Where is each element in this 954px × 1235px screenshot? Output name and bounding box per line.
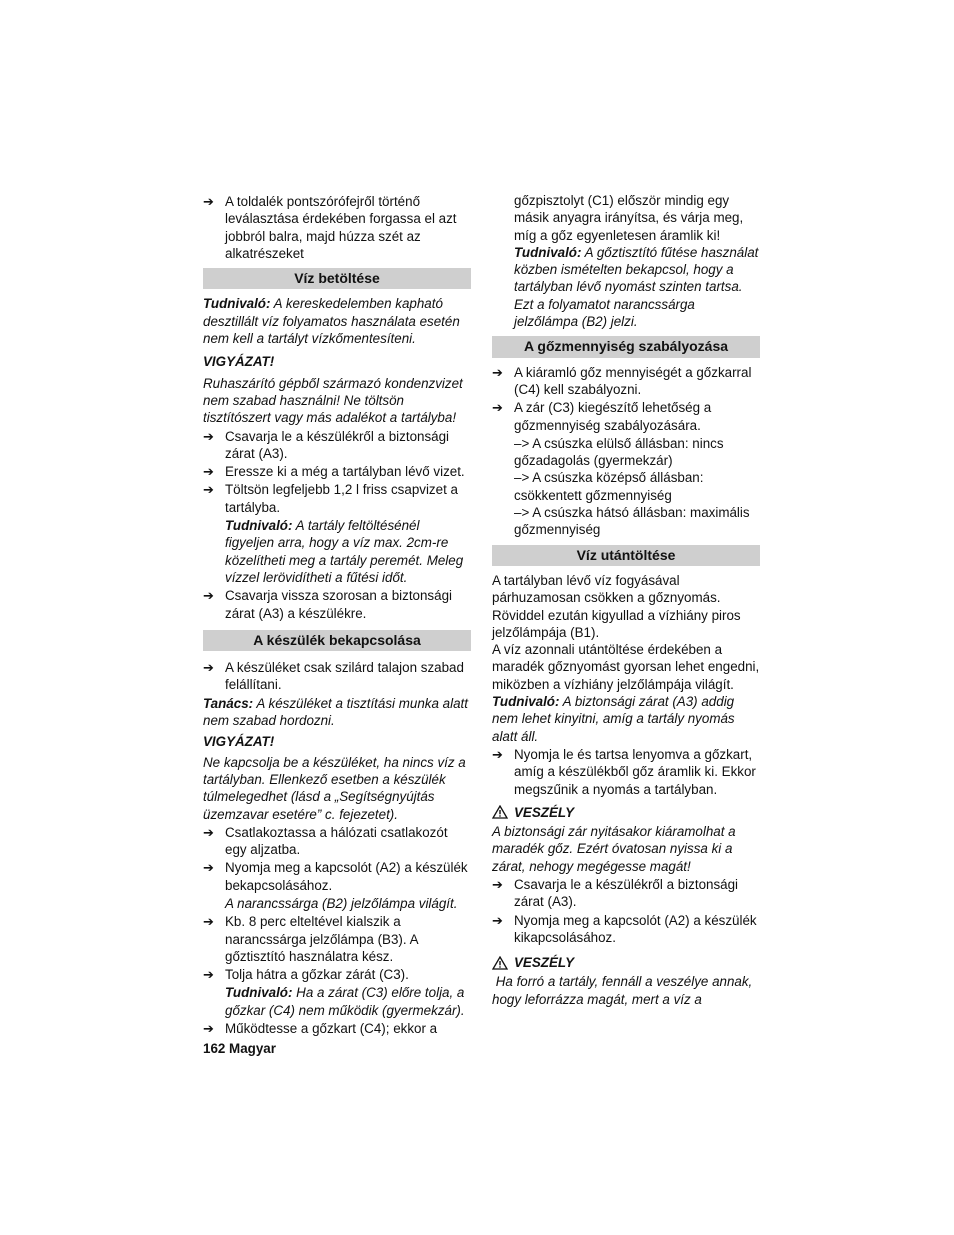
warning-label: VIGYÁZAT! bbox=[203, 734, 275, 750]
list-item: ➔ Nyomja meg a kapcsolót (A2) a készülék kikapcsolásához. bbox=[492, 912, 757, 945]
list-item: ➔ A toldalék pontszórófejről történő leválasztása érdekében forgassa el azt jobbról balra, majd húzza szét az alkatrészeket bbox=[203, 194, 457, 261]
option-line: –> A csúszka hátsó állásban: maximális gőzmennyiség bbox=[514, 505, 750, 538]
list-item: ➔ Csatlakoztassa a hálózati csatlakozót egy aljzatba. bbox=[203, 824, 448, 858]
danger-heading: VESZÉLY bbox=[492, 804, 760, 821]
warning-label: VIGYÁZAT! bbox=[203, 354, 275, 370]
list-item: ➔ A készüléket csak szilárd talajon szabad felállítani. bbox=[203, 660, 464, 693]
warning-triangle-icon bbox=[492, 805, 508, 819]
arrow-right-icon: ➔ bbox=[203, 464, 214, 480]
body-paragraph: A víz azonnali utántöltése érdekében a maradék gőznyomást gyorsan lehet engedni, miközben a vízhiány jelzőlámpája világít. bbox=[492, 642, 760, 692]
option-line: –> A csúszka elülső állásban: nincs gőzadagolás (gyermekzár) bbox=[514, 435, 724, 469]
list-item: ➔ Működtesse a gőzkart (C4); ekkor a bbox=[203, 1021, 438, 1037]
list-item: ➔ Csavarja le a készülékről a biztonsági zárat (A3). bbox=[203, 428, 450, 461]
danger-text: A biztonsági zár nyitásakor kiáramolhat a maradék gőz. Ezért óvatosan nyissa ki a zárat, nehogy megégesse magát! bbox=[492, 824, 736, 874]
arrow-right-icon: ➔ bbox=[203, 914, 214, 930]
arrow-right-icon: ➔ bbox=[492, 400, 503, 416]
danger-text: Ha forró a tartály, fennáll a veszélye annak, hogy leforrázza magát, mert a víz a bbox=[492, 974, 757, 1007]
section-heading: A gőzmennyiség szabályozása bbox=[492, 336, 760, 357]
page-footer: 162 Magyar bbox=[203, 1041, 276, 1056]
arrow-right-icon: ➔ bbox=[203, 482, 214, 498]
list-item: ➔ Csavarja le a készülékről a biztonsági zárat (A3). bbox=[492, 876, 739, 910]
arrow-right-icon: ➔ bbox=[203, 860, 214, 876]
arrow-right-icon: ➔ bbox=[203, 194, 214, 209]
note-paragraph: Tudnivaló: A biztonsági zárat (A3) addig nem lehet kinyitni, amíg a tartály nyomás alatt áll. bbox=[492, 694, 735, 744]
arrow-right-icon: ➔ bbox=[492, 912, 503, 928]
section-heading: Víz utántöltése bbox=[492, 545, 760, 566]
list-item: ➔ A kiáramló gőz mennyiségét a gőzkarral (C4) kell szabályozni. bbox=[492, 364, 752, 397]
danger-heading: VESZÉLY bbox=[492, 954, 760, 971]
list-item: ➔ Nyomja meg a kapcsolót (A2) a készülék bekapcsolásához. bbox=[203, 860, 468, 893]
note-paragraph: Tudnivaló: A kereskedelemben kapható desztillált víz folyamatos használata esetén nem kell a tartályt vízkőmentesíteni. bbox=[203, 296, 460, 347]
list-item: ➔ Tolja hátra a gőzkar zárát (C3). bbox=[203, 967, 409, 983]
note-paragraph: A narancssárga (B2) jelzőlámpa világít. bbox=[225, 895, 458, 911]
section-heading: A készülék bekapcsolása bbox=[203, 630, 471, 651]
arrow-right-icon: ➔ bbox=[203, 1021, 214, 1037]
arrow-right-icon: ➔ bbox=[203, 588, 214, 604]
arrow-right-icon: ➔ bbox=[203, 660, 214, 676]
arrow-right-icon: ➔ bbox=[492, 876, 503, 892]
right-column bbox=[492, 192, 760, 1008]
list-item: ➔ Kb. 8 perc elteltével kialszik a narancssárga jelzőlámpa (B3). A gőztisztító használatra kész. bbox=[203, 914, 418, 964]
arrow-right-icon: ➔ bbox=[492, 364, 503, 380]
list-item: ➔ Töltsön legfeljebb 1,2 l friss csapvizet a tartályba. bbox=[203, 482, 458, 515]
list-item: ➔ Eressze ki a még a tartályban lévő vizet. bbox=[203, 464, 465, 480]
arrow-right-icon: ➔ bbox=[203, 824, 214, 840]
continued-text: gőzpisztolyt (C1) először mindig egy másik anyagra irányítsa, és várja meg, míg a gőz egyenletesen áramlik ki! bbox=[514, 193, 744, 243]
tip-paragraph: Tanács: A készüléket a tisztítási munka alatt nem szabad hordozni. bbox=[203, 695, 468, 729]
section-heading: Víz betöltése bbox=[203, 268, 471, 289]
warning-triangle-icon bbox=[492, 956, 508, 970]
list-item: ➔ Nyomja le és tartsa lenyomva a gőzkart, amíg a készülékből gőz áramlik ki. Ekkor megszűnik a nyomás a tartályban. bbox=[492, 746, 756, 797]
note-paragraph: Tudnivaló: Ha a zárat (C3) előre tolja, a gőzkar (C4) nem működik (gyermekzár). bbox=[225, 985, 465, 1018]
list-item: ➔ A zár (C3) kiegészítő lehetőség a gőzmennyiség szabályozására. bbox=[492, 400, 712, 433]
left-column bbox=[203, 192, 471, 1038]
note-paragraph: Tudnivaló: A tartály feltöltésénél figyeljen arra, hogy a víz max. 2cm-re közelítheti meg a tartály peremét. Meleg vízzel lerövidítheti a fűtési időt. bbox=[225, 518, 464, 585]
arrow-right-icon: ➔ bbox=[203, 967, 214, 983]
body-paragraph: A tartályban lévő víz fogyásával párhuzamosan csökken a gőznyomás. Röviddel ezután kigyullad a vízhiány piros jelzőlámpája (B1). bbox=[492, 572, 741, 640]
warning-text: Ruhaszárító gépből származó kondenzvizet nem szabad használni! Ne töltsön tisztítószert vagy más adalékot a tartályba! bbox=[203, 375, 463, 426]
arrow-right-icon: ➔ bbox=[203, 428, 214, 444]
note-paragraph: Tudnivaló: A gőztisztító fűtése használat közben ismételten bekapcsol, hogy a tartályban lévő nyomást szinten tartsa. Ezt a folyamatot narancssárga jelzőlámpa (B2) jelzi. bbox=[514, 244, 759, 330]
warning-text: Ne kapcsolja be a készüléket, ha nincs víz a tartályban. Ellenkező esetben a készülék túlmelegedhet (lásd a „Segítségnyújtás üzemzavar esetére” c. fejezetet). bbox=[203, 754, 466, 822]
list-item: ➔ Csavarja vissza szorosan a biztonsági zárat (A3) a készülékre. bbox=[203, 588, 453, 621]
option-line: –> A csúszka középső állásban: csökkentett gőzmennyiség bbox=[514, 470, 704, 503]
arrow-right-icon: ➔ bbox=[492, 746, 503, 762]
